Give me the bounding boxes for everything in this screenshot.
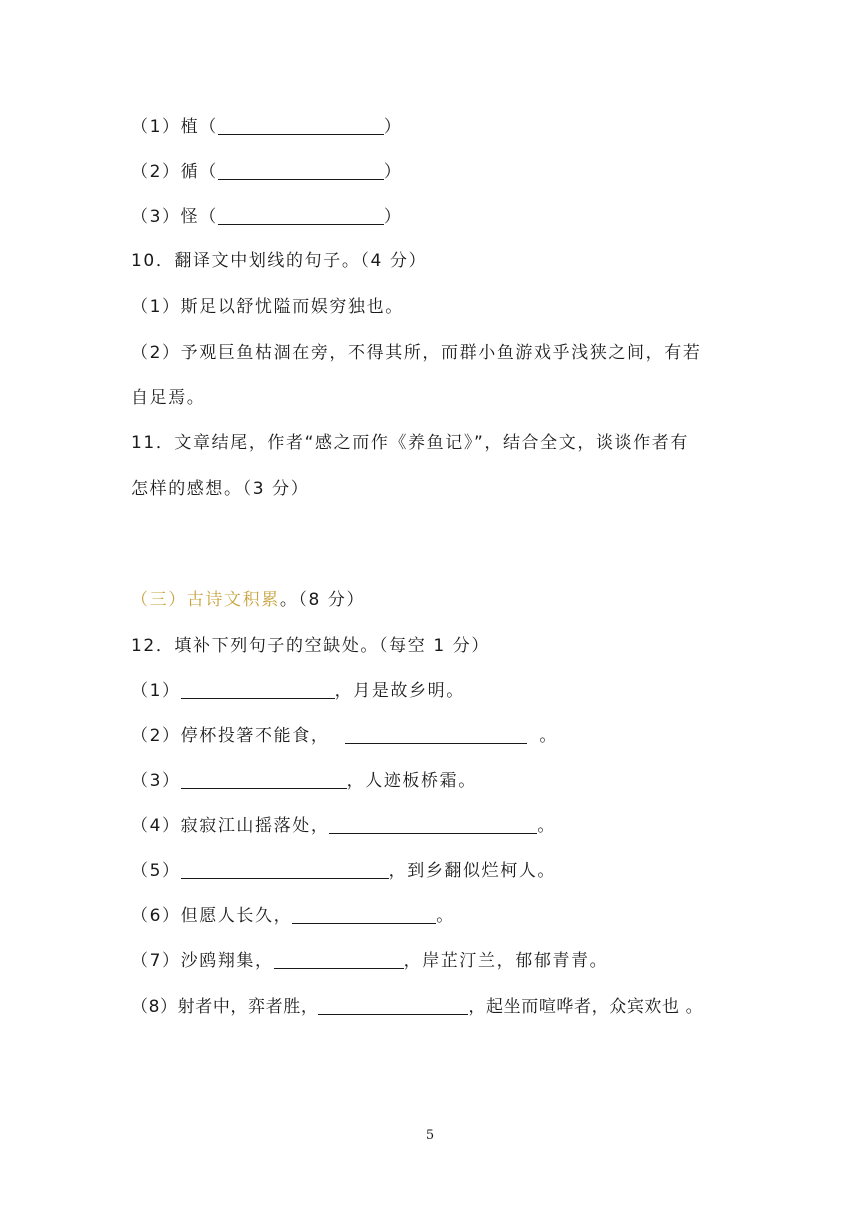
answer-blank[interactable] <box>329 817 537 834</box>
q12-item-2 <box>131 724 558 748</box>
q12-item-7 <box>131 949 608 973</box>
q12-item-3-prompt: （3） <box>131 771 181 791</box>
q12-item-7-prompt: （7）沙鸥翔集， <box>131 951 274 971</box>
q12-item-3 <box>131 769 477 793</box>
q9-item-3-prompt: （3）怪（ <box>131 207 218 227</box>
q12-item-8-text: ，起坐而喧哗者，众宾欢也 。 <box>468 997 704 1017</box>
q12-item-1-prompt: （1） <box>131 681 181 701</box>
q12-item-7-text: ，岸芷汀兰，郁郁青青。 <box>403 951 609 971</box>
q11-line-2: 怎样的感想。（3 分） <box>131 479 310 499</box>
q9-item-2-close: ） <box>383 162 403 182</box>
section-3-score: 。（8 分） <box>279 590 366 610</box>
section-3-heading <box>131 588 365 612</box>
q12-item-4 <box>131 814 556 838</box>
section-3-title: （三）古诗文积累 <box>131 590 280 610</box>
q9-item-2-prompt: （2）循（ <box>131 162 218 182</box>
q12-item-1 <box>131 679 465 703</box>
q12-item-5 <box>131 859 556 883</box>
answer-blank[interactable] <box>274 952 404 969</box>
q10-sentence-2-line-1: （2）予观巨鱼枯涸在旁，不得其所，而群小鱼游戏乎浅狭之间，有若 <box>131 343 702 363</box>
q9-item-1-prompt: （1）植（ <box>131 117 218 137</box>
answer-blank[interactable] <box>218 208 384 225</box>
answer-blank[interactable] <box>218 163 384 180</box>
q9-item-3 <box>131 205 402 229</box>
q12-item-6 <box>131 904 455 928</box>
q12-item-8 <box>131 995 703 1019</box>
q12-item-6-prompt: （6）但愿人长久， <box>131 906 293 926</box>
q12-item-1-text: ，月是故乡明。 <box>334 681 465 701</box>
q12-item-6-text: 。 <box>436 906 455 926</box>
answer-blank[interactable] <box>292 907 436 924</box>
q10-sentence-1: （1）斯足以舒忧隘而娱穷独也。 <box>131 297 404 317</box>
q9-item-2 <box>131 160 402 184</box>
q9-item-1-close: ） <box>383 117 403 137</box>
answer-blank[interactable] <box>181 682 335 699</box>
q12-item-5-text: ，到乡翻似烂柯人。 <box>388 861 557 881</box>
answer-blank[interactable] <box>318 998 468 1015</box>
answer-blank[interactable] <box>181 772 347 789</box>
page-number: 5 <box>425 1128 435 1143</box>
q11-line-1: 11．文章结尾，作者“感之而作《养鱼记》”，结合全文，谈谈作者有 <box>131 433 689 453</box>
q12-item-4-prompt: （4）寂寂江山摇落处， <box>131 816 330 836</box>
q12-item-8-prompt: （8）射者中，弈者胜， <box>131 997 319 1017</box>
q12-item-4-text: 。 <box>537 816 557 836</box>
q9-item-1 <box>131 115 402 139</box>
q12-item-3-text: ，人迹板桥霜。 <box>346 771 477 791</box>
q12-item-2-text: 。 <box>539 726 559 746</box>
q10-stem: 10．翻译文中划线的句子。（4 分） <box>131 251 428 271</box>
q12-item-5-prompt: （5） <box>131 861 181 881</box>
q12-item-2-prompt: （2）停杯投箸不能食， <box>131 726 330 746</box>
q9-item-3-close: ） <box>383 207 403 227</box>
q12-stem: 12．填补下列句子的空缺处。（每空 1 分） <box>131 636 490 656</box>
answer-blank[interactable] <box>345 727 527 744</box>
q10-sentence-2-line-2: 自足焉。 <box>131 388 206 408</box>
answer-blank[interactable] <box>218 118 384 135</box>
answer-blank[interactable] <box>181 862 389 879</box>
